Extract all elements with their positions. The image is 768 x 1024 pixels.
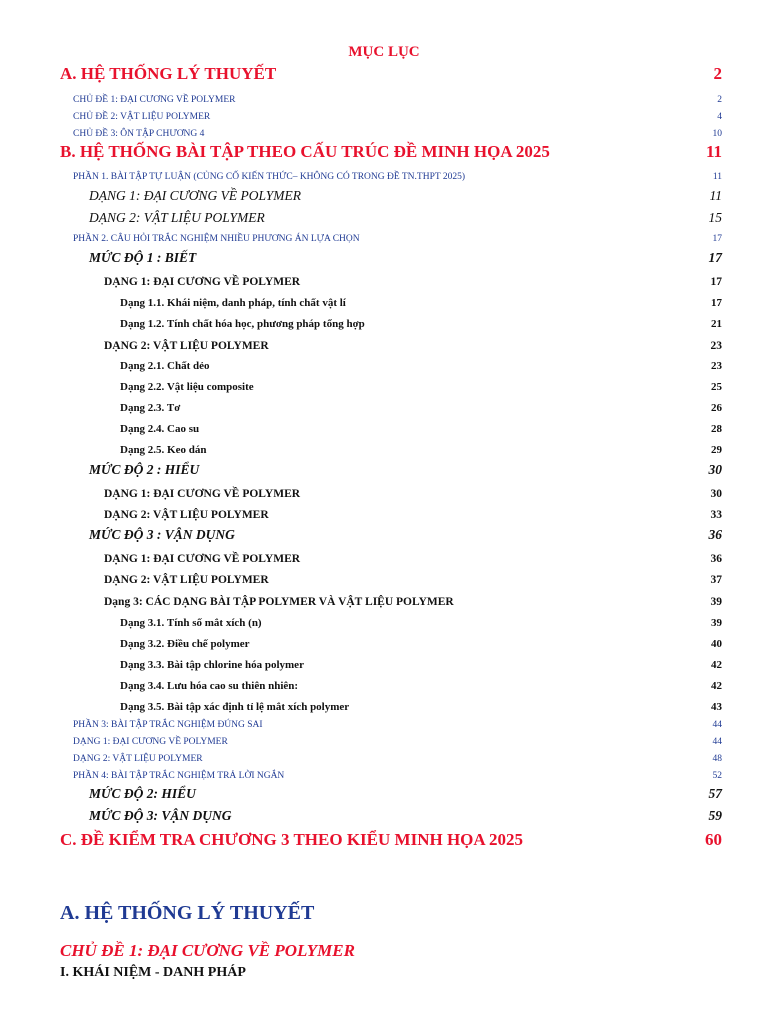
toc-entry-label: MỨC ĐỘ 1 : BIẾT	[89, 250, 197, 265]
toc-entry-label: MỨC ĐỘ 3: VẬN DỤNG	[89, 808, 232, 823]
toc-entry-label: Dạng 2.2. Vật liệu composite	[120, 381, 254, 393]
toc-entry-page: 30	[708, 462, 722, 477]
toc-entry-label: DẠNG 2: VẬT LIỆU POLYMER	[73, 754, 203, 764]
toc-entry-label: Dạng 1.1. Khái niệm, danh pháp, tính chất vật lí	[120, 297, 346, 309]
toc-entry[interactable]	[0, 208, 768, 228]
toc-entry-label: DẠNG 1: ĐẠI CƯƠNG VỀ POLYMER	[104, 488, 301, 500]
toc-entry[interactable]	[0, 312, 768, 332]
toc-entry-page: 2	[713, 64, 722, 83]
toc-entry-label: Dạng 2.3. Tơ	[120, 402, 181, 414]
page-title: MỤC LỤC	[348, 44, 420, 60]
toc-entry-page: 2	[717, 95, 722, 105]
toc-entry[interactable]	[0, 121, 768, 141]
toc-entry-page: 17	[711, 297, 722, 309]
toc-entry[interactable]	[0, 226, 768, 246]
toc-entry-page: 4	[717, 112, 722, 122]
toc-entry-label: PHẦN 1. BÀI TẬP TỰ LUẬN (CỦNG CỐ KIẾN THỨC– KHÔNG CÓ TRONG ĐỀ TN.THPT 2025)	[73, 172, 466, 182]
toc-entry-label: CHỦ ĐỀ 3: ÔN TẬP CHƯƠNG 4	[73, 129, 205, 139]
toc-entry[interactable]	[0, 632, 768, 652]
toc-entry-label: A. HỆ THỐNG LÝ THUYẾT	[60, 64, 277, 83]
toc-entry-label: Dạng 2.4. Cao su	[120, 423, 200, 435]
toc-entry[interactable]	[0, 547, 768, 567]
toc-entry-page: 29	[711, 444, 722, 456]
topic-heading: CHỦ ĐỀ 1: ĐẠI CƯƠNG VỀ POLYMER	[60, 941, 355, 960]
toc-entry[interactable]	[0, 164, 768, 184]
toc-entry-page: 42	[711, 680, 722, 692]
toc-entry-page: 36	[708, 527, 722, 542]
toc-entry[interactable]	[0, 66, 768, 86]
toc-entry-label: B. HỆ THỐNG BÀI TẬP THEO CẤU TRÚC ĐỀ MINH HỌA 2025	[60, 142, 550, 161]
toc-entry[interactable]	[0, 334, 768, 354]
toc-entry-page: 25	[711, 381, 722, 393]
toc-entry-label: DẠNG 2: VẬT LIỆU POLYMER	[104, 509, 269, 521]
toc-entry[interactable]	[0, 186, 768, 206]
toc-entry-page: 33	[710, 509, 722, 521]
toc-entry-page: 28	[711, 423, 722, 435]
toc-entry[interactable]	[0, 482, 768, 502]
toc-entry-page: 30	[710, 488, 722, 500]
toc-entry-label: CHỦ ĐỀ 1: ĐẠI CƯƠNG VỀ POLYMER	[73, 95, 236, 105]
toc-entry-label: PHẦN 3: BÀI TẬP TRẮC NGHIỆM ĐÚNG SAI	[73, 720, 263, 730]
toc-entry-label: DẠNG 1: ĐẠI CƯƠNG VỀ POLYMER	[73, 737, 228, 747]
toc-entry-page: 43	[711, 701, 722, 713]
toc-entry-label: PHẦN 2. CÂU HỎI TRẮC NGHIỆM NHIỀU PHƯƠNG ÁN LỰA CHỌN	[73, 234, 360, 244]
toc-entry[interactable]	[0, 396, 768, 416]
toc-entry-label: PHẦN 4: BÀI TẬP TRẮC NGHIỆM TRẢ LỜI NGẮN	[73, 771, 285, 781]
toc-entry-label: DẠNG 1: ĐẠI CƯƠNG VỀ POLYMER	[89, 188, 302, 203]
toc-entry-page: 11	[709, 188, 722, 203]
toc-entry-page: 48	[712, 754, 722, 764]
toc-entry-label: Dạng 3.4. Lưu hóa cao su thiên nhiên:	[120, 680, 299, 692]
toc-entry-page: 26	[711, 402, 722, 414]
toc-entry-page: 40	[711, 638, 722, 650]
toc-entry-label: Dạng 3: CÁC DẠNG BÀI TẬP POLYMER VÀ VẬT LIỆU POLYMER	[104, 596, 454, 608]
toc-entry-page: 23	[710, 340, 722, 352]
toc-entry-page: 23	[711, 360, 722, 372]
toc-entry-page: 60	[705, 830, 722, 849]
toc-entry-label: Dạng 3.3. Bài tập chlorine hóa polymer	[120, 659, 304, 671]
toc-entry[interactable]	[0, 417, 768, 437]
toc-entry-label: MỨC ĐỘ 2 : HIỂU	[89, 462, 200, 477]
toc-entry[interactable]	[0, 354, 768, 374]
toc-entry[interactable]	[0, 763, 768, 783]
toc-entry-page: 57	[708, 786, 722, 801]
toc-entry-label: MỨC ĐỘ 3 : VẬN DỤNG	[89, 527, 235, 542]
toc-entry-page: 11	[712, 172, 722, 182]
toc-entry[interactable]	[0, 375, 768, 395]
toc-entry-page: 21	[711, 318, 722, 330]
toc-entry-label: MỨC ĐỘ 2: HIỂU	[89, 786, 196, 801]
toc-entry-label: C. ĐỀ KIỂM TRA CHƯƠNG 3 THEO KIỂU MINH HỌA 2025	[60, 830, 523, 849]
toc-entry[interactable]	[0, 568, 768, 588]
toc-entry-page: 44	[712, 737, 722, 747]
toc-entry[interactable]	[0, 806, 768, 826]
toc-entry-page: 17	[712, 234, 722, 244]
toc-entry-page: 11	[705, 142, 722, 161]
toc-entry[interactable]	[0, 611, 768, 631]
toc-entry[interactable]	[0, 248, 768, 268]
toc-entry-label: Dạng 3.5. Bài tập xác định tỉ lệ mắt xích polymer	[120, 701, 350, 713]
toc-entry[interactable]	[0, 653, 768, 673]
toc-entry[interactable]	[0, 438, 768, 458]
toc-entry[interactable]	[0, 460, 768, 480]
toc-entry[interactable]	[0, 291, 768, 311]
toc-entry-page: 59	[708, 808, 722, 823]
toc-entry[interactable]	[0, 674, 768, 694]
toc-entry-page: 52	[712, 771, 722, 781]
toc-entry[interactable]	[0, 270, 768, 290]
toc-entry-label: DẠNG 1: ĐẠI CƯƠNG VỀ POLYMER	[104, 553, 301, 565]
toc-entry[interactable]	[0, 503, 768, 523]
toc-entry-page: 36	[710, 553, 722, 565]
toc-entry-page: 17	[708, 250, 722, 265]
toc-entry-page: 44	[712, 720, 722, 730]
toc-entry-label: CHỦ ĐỀ 2: VẬT LIỆU POLYMER	[73, 112, 211, 122]
toc-entry-page: 42	[711, 659, 722, 671]
toc-entry-label: DẠNG 2: VẬT LIỆU POLYMER	[89, 210, 265, 225]
toc-entry-label: Dạng 3.1. Tính số mắt xích (n)	[120, 617, 262, 629]
toc-entry-label: Dạng 2.1. Chất dẻo	[120, 360, 210, 372]
toc-entry-label: Dạng 1.2. Tính chất hóa học, phương pháp tổng hợp	[120, 318, 365, 330]
subheading: I. KHÁI NIỆM - DANH PHÁP	[60, 965, 246, 980]
toc-entry[interactable]	[0, 144, 768, 164]
toc-entry-page: 17	[710, 276, 722, 288]
toc-entry-label: Dạng 3.2. Điều chế polymer	[120, 638, 250, 650]
toc-entry-page: 39	[710, 596, 722, 608]
toc-entry-label: DẠNG 2: VẬT LIỆU POLYMER	[104, 574, 269, 586]
toc-entry-page: 10	[712, 129, 722, 139]
toc-entry-label: DẠNG 1: ĐẠI CƯƠNG VỀ POLYMER	[104, 276, 301, 288]
toc-entry-label: DẠNG 2: VẬT LIỆU POLYMER	[104, 340, 269, 352]
toc-entry-label: Dạng 2.5. Keo dán	[120, 444, 207, 456]
toc-entry[interactable]	[0, 784, 768, 804]
toc-entry-page: 37	[710, 574, 722, 586]
toc-entry[interactable]	[0, 525, 768, 545]
toc-entry[interactable]	[0, 590, 768, 610]
toc-entry-page: 15	[708, 210, 722, 225]
toc-entry-page: 39	[711, 617, 722, 629]
section-heading: A. HỆ THỐNG LÝ THUYẾT	[60, 902, 315, 924]
toc-entry[interactable]	[0, 832, 768, 852]
